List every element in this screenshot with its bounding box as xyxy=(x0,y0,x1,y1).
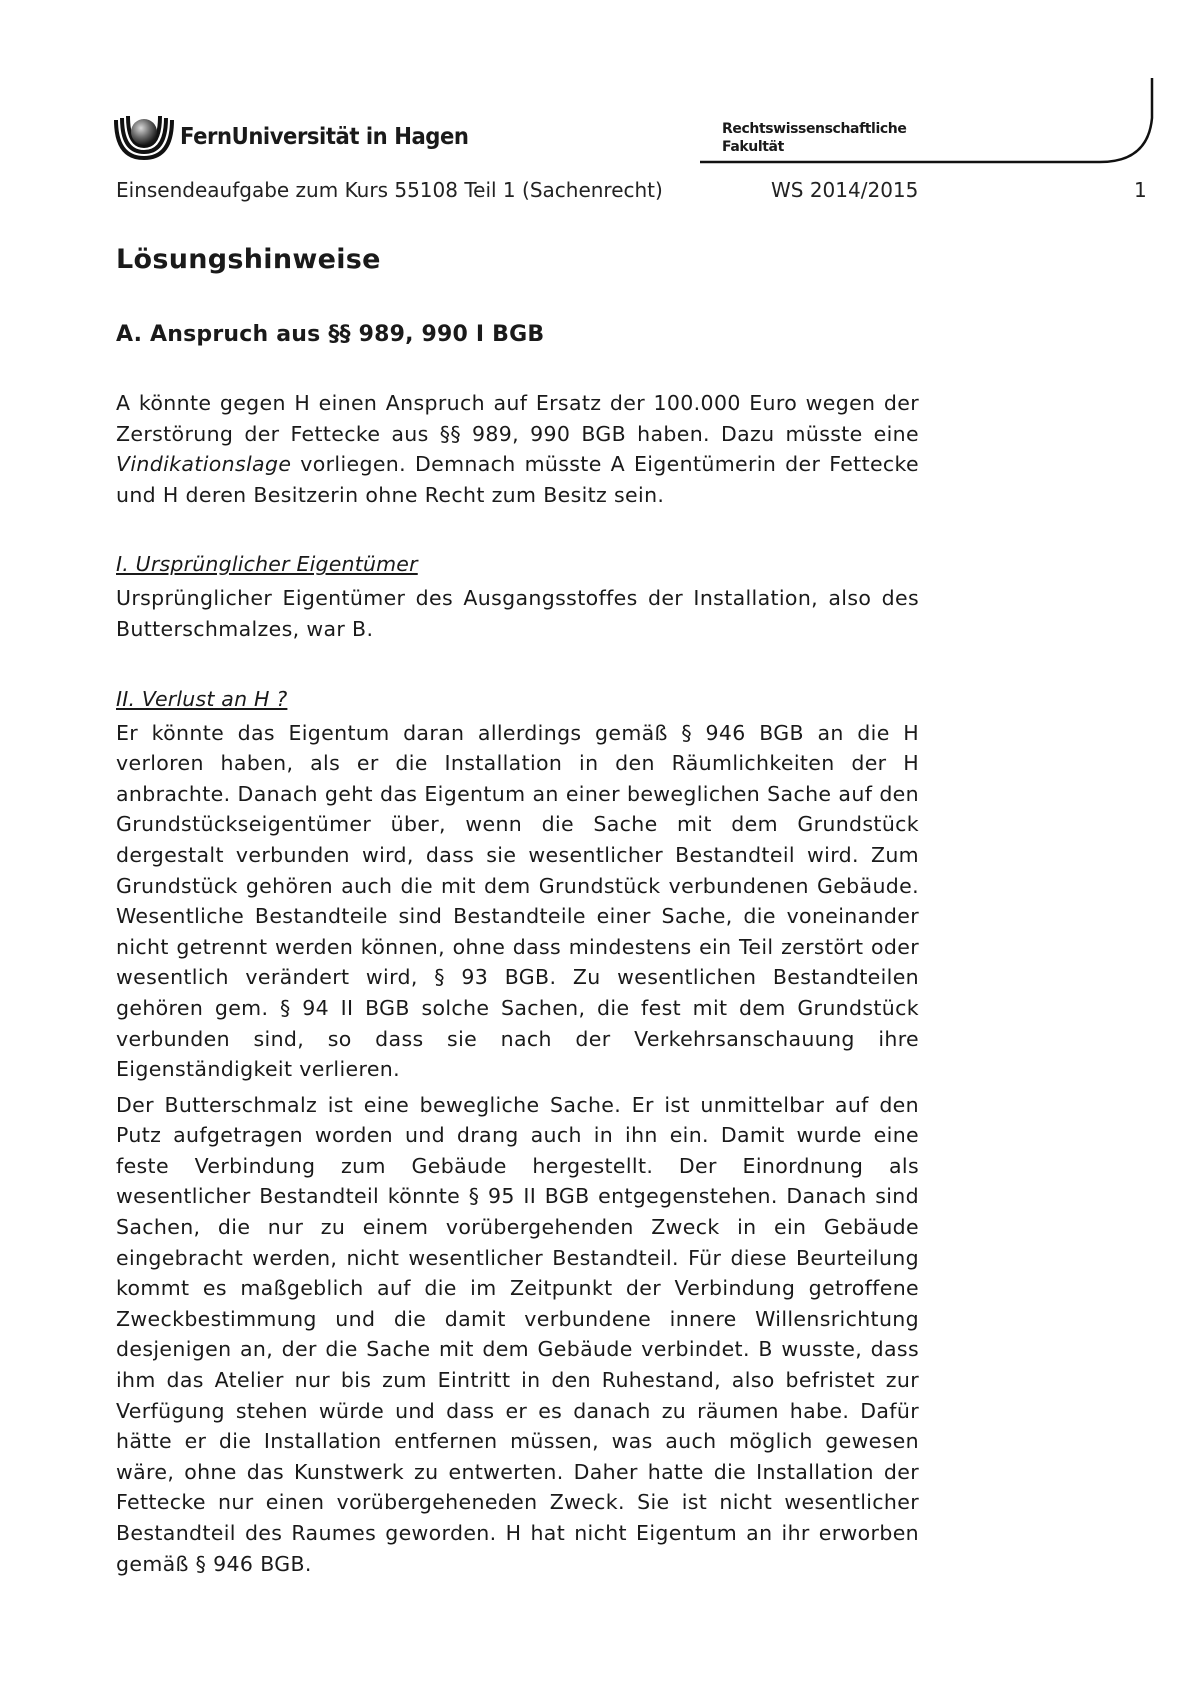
intro-paragraph xyxy=(116,388,919,510)
university-logo xyxy=(112,112,494,162)
subsection-2-paragraph-1: Er könnte das Eigentum daran allerdings gemäß § 946 BGB an die H verloren haben, als er die Installation in den Räumlichkeiten der H anbrachte. Danach geht das Eigentum an einer beweglichen Sache auf den Grundstückseigentümer über, wenn die Sache mit dem Grundstück dergestalt verbunden wird, dass sie wesentlicher Bestandteil wird. Zum Grundstück gehören auch die mit dem Grundstück verbundenen Gebäude. Wesentliche Bestandteile sind Bestandteile einer Sache, die voneinander nicht getrennt werden können, ohne dass mindestens ein Teil zerstört oder wesentlich verändert wird, § 93 BGB. Zu wesentlichen Bestandteilen gehören gem. § 94 II BGB solche Sachen, die fest mit dem Grundstück verbunden sind, so dass sie nach der Verkehrsanschauung ihre Eigenständigkeit verlieren. xyxy=(116,720,919,1082)
subsection-heading-1: I. Ursprünglicher Eigentümer xyxy=(116,552,418,577)
intro-text-1: A könnte gegen H einen Anspruch auf Ersatz der 100.000 Euro wegen der Zerstörung der Fettecke aus §§ 989, 990 BGB haben. Dazu müsste eine xyxy=(116,391,919,446)
document-body xyxy=(116,240,919,1579)
page-number: 1 xyxy=(1134,178,1147,202)
document-title: Lösungshinweise xyxy=(116,244,381,275)
semester: WS 2014/2015 xyxy=(771,178,919,202)
faculty-line-2: Fakultät xyxy=(722,139,784,155)
course-title: Einsendeaufgabe zum Kurs 55108 Teil 1 (Sachenrecht) xyxy=(116,178,663,202)
subsection-heading-2: II. Verlust an H ? xyxy=(116,686,288,711)
fernuni-logo-icon xyxy=(112,112,176,162)
section-heading-a: A. Anspruch aus §§ 989, 990 I BGB xyxy=(116,322,545,347)
university-name: FernUniversität in Hagen xyxy=(180,124,469,150)
subsection-2-paragraph-2: Der Butterschmalz ist eine bewegliche Sache. Er ist unmittelbar auf den Putz aufgetragen worden und drang auch in ihn ein. Damit wurde eine feste Verbindung zum Gebäude hergestellt. Der Einordnung als wesentlicher Bestandteil könnte § 95 II BGB entgegenstehen. Danach sind Sachen, die nur zu einem vorübergehenden Zweck in ein Gebäude eingebracht werden, nicht wesentlicher Bestandteil. Für diese Beurteilung kommt es maßgeblich auf die im Zeitpunkt der Verbindung getroffene Zweckbestimmung und die damit verbundene innere Willensrichtung desjenigen an, der die Sache mit dem Gebäude verbindet. B wusste, dass ihm das Atelier nur bis zum Eintritt in den Ruhestand, also befristet zur Verfügung stehen würde und dass er es danach zu räumen habe. Dafür hätte er die Installation entfernen müssen, was auch möglich gewesen wäre, ohne das Kunstwerk zu entwerten. Daher hatte die Installation der Fettecke nur einen vorübergeheneden Zweck. Sie ist nicht wesentlicher Bestandteil des Raumes geworden. H hat nicht Eigentum an ihr erworben gemäß § 946 BGB. xyxy=(116,1092,919,1576)
intro-text-2: vorliegen. Demnach müsste A Eigentümerin der Fettecke und H deren Besitzerin ohne Recht zum Besitz sein. xyxy=(116,452,919,507)
faculty-line-1: Rechtswissenschaftliche xyxy=(722,121,907,137)
header-corner-line xyxy=(700,78,1160,168)
intro-emphasis: Vindikationslage xyxy=(116,452,292,477)
subsection-1-paragraph: Ursprünglicher Eigentümer des Ausgangsstoffes der Installation, also des Butterschmalzes, war B. xyxy=(116,586,919,641)
